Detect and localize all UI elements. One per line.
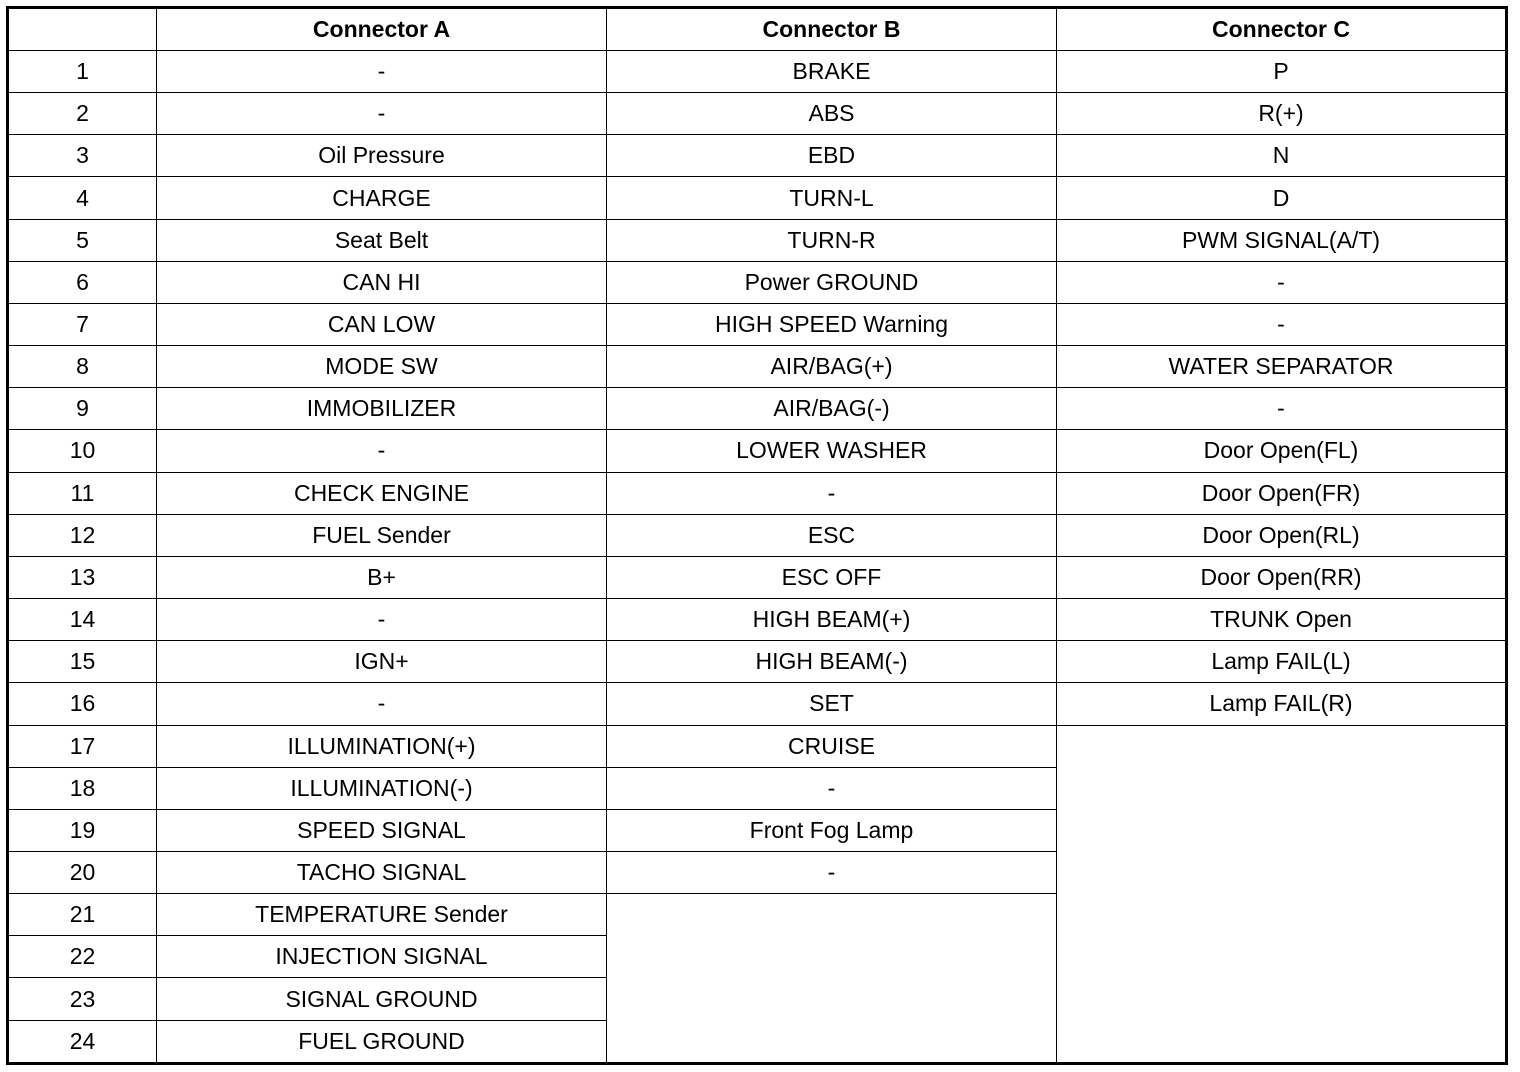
connector-b-cell: HIGH BEAM(+) (607, 599, 1057, 641)
connector-b-cell: HIGH BEAM(-) (607, 641, 1057, 683)
pin-number: 8 (8, 346, 157, 388)
connector-a-cell: - (157, 93, 607, 135)
header-connector-c: Connector C (1057, 8, 1507, 51)
connector-c-cell: P (1057, 51, 1507, 93)
pin-number: 12 (8, 514, 157, 556)
connector-b-cell: SET (607, 683, 1057, 725)
connector-a-cell: Oil Pressure (157, 135, 607, 177)
table-row (8, 388, 1507, 430)
connector-a-cell: SPEED SIGNAL (157, 809, 607, 851)
connector-c-cell: - (1057, 303, 1507, 345)
connector-c-cell: N (1057, 135, 1507, 177)
table-row (8, 51, 1507, 93)
pin-number: 17 (8, 725, 157, 767)
pin-number: 22 (8, 936, 157, 978)
table-row (8, 261, 1507, 303)
header-row (8, 8, 1507, 51)
connector-a-cell: IMMOBILIZER (157, 388, 607, 430)
connector-c-cell: Door Open(FR) (1057, 472, 1507, 514)
table-row (8, 219, 1507, 261)
connector-b-cell: - (607, 767, 1057, 809)
table-row (8, 599, 1507, 641)
connector-c-cell: TRUNK Open (1057, 599, 1507, 641)
connector-c-cell: PWM SIGNAL(A/T) (1057, 219, 1507, 261)
connector-b-cell: Power GROUND (607, 261, 1057, 303)
pin-number: 9 (8, 388, 157, 430)
connector-a-cell: B+ (157, 556, 607, 598)
connector-c-cell: WATER SEPARATOR (1057, 346, 1507, 388)
connector-b-cell: Front Fog Lamp (607, 809, 1057, 851)
pin-number: 6 (8, 261, 157, 303)
connector-b-cell: ESC (607, 514, 1057, 556)
connector-b-cell: CRUISE (607, 725, 1057, 767)
pin-number: 13 (8, 556, 157, 598)
connector-a-cell: MODE SW (157, 346, 607, 388)
pin-number: 3 (8, 135, 157, 177)
connector-a-cell: - (157, 430, 607, 472)
connector-c-cell: Door Open(FL) (1057, 430, 1507, 472)
table-row (8, 641, 1507, 683)
connector-a-cell: SIGNAL GROUND (157, 978, 607, 1020)
connector-a-cell: INJECTION SIGNAL (157, 936, 607, 978)
table-row (8, 303, 1507, 345)
connector-b-cell: EBD (607, 135, 1057, 177)
connector-b-cell: - (607, 472, 1057, 514)
pin-number: 20 (8, 851, 157, 893)
connector-b-cell: AIR/BAG(+) (607, 346, 1057, 388)
connector-c-cell: Door Open(RR) (1057, 556, 1507, 598)
connector-b-cell: - (607, 851, 1057, 893)
connector-a-cell: TACHO SIGNAL (157, 851, 607, 893)
connector-a-cell: - (157, 51, 607, 93)
connector-a-cell: CAN LOW (157, 303, 607, 345)
pin-number: 14 (8, 599, 157, 641)
pin-number: 7 (8, 303, 157, 345)
table-row (8, 472, 1507, 514)
connector-b-empty-block (607, 894, 1057, 1064)
connector-b-cell: AIR/BAG(-) (607, 388, 1057, 430)
connector-a-cell: IGN+ (157, 641, 607, 683)
connector-pinout-table (6, 6, 1508, 1065)
pin-number: 11 (8, 472, 157, 514)
connector-a-cell: Seat Belt (157, 219, 607, 261)
connector-a-cell: TEMPERATURE Sender (157, 894, 607, 936)
connector-b-cell: LOWER WASHER (607, 430, 1057, 472)
connector-a-cell: - (157, 683, 607, 725)
connector-a-cell: FUEL Sender (157, 514, 607, 556)
connector-c-cell: - (1057, 388, 1507, 430)
connector-b-cell: ABS (607, 93, 1057, 135)
connector-c-cell: - (1057, 261, 1507, 303)
connector-a-cell: ILLUMINATION(+) (157, 725, 607, 767)
table-row (8, 725, 1507, 767)
connector-b-cell: TURN-R (607, 219, 1057, 261)
pin-number: 23 (8, 978, 157, 1020)
connector-b-cell: TURN-L (607, 177, 1057, 219)
pin-number: 24 (8, 1020, 157, 1063)
connector-a-cell: ILLUMINATION(-) (157, 767, 607, 809)
header-connector-a: Connector A (157, 8, 607, 51)
table-row (8, 93, 1507, 135)
pin-number: 18 (8, 767, 157, 809)
connector-c-cell: Door Open(RL) (1057, 514, 1507, 556)
pin-number: 2 (8, 93, 157, 135)
connector-c-cell: D (1057, 177, 1507, 219)
header-connector-b: Connector B (607, 8, 1057, 51)
header-pin (8, 8, 157, 51)
connector-c-cell: Lamp FAIL(L) (1057, 641, 1507, 683)
table-row (8, 177, 1507, 219)
connector-b-cell: HIGH SPEED Warning (607, 303, 1057, 345)
pin-number: 10 (8, 430, 157, 472)
connector-c-empty-block (1057, 725, 1507, 1064)
pin-number: 5 (8, 219, 157, 261)
pin-number: 1 (8, 51, 157, 93)
connector-b-cell: ESC OFF (607, 556, 1057, 598)
connector-c-cell: Lamp FAIL(R) (1057, 683, 1507, 725)
table-row (8, 346, 1507, 388)
pin-number: 21 (8, 894, 157, 936)
table-row (8, 430, 1507, 472)
connector-b-cell: BRAKE (607, 51, 1057, 93)
table-row (8, 514, 1507, 556)
table-row (8, 135, 1507, 177)
pin-number: 15 (8, 641, 157, 683)
connector-c-cell: R(+) (1057, 93, 1507, 135)
connector-a-cell: - (157, 599, 607, 641)
table-row (8, 683, 1507, 725)
connector-a-cell: CAN HI (157, 261, 607, 303)
connector-a-cell: CHARGE (157, 177, 607, 219)
pin-number: 19 (8, 809, 157, 851)
connector-a-cell: CHECK ENGINE (157, 472, 607, 514)
pin-number: 16 (8, 683, 157, 725)
pin-number: 4 (8, 177, 157, 219)
connector-a-cell: FUEL GROUND (157, 1020, 607, 1063)
table-row (8, 556, 1507, 598)
